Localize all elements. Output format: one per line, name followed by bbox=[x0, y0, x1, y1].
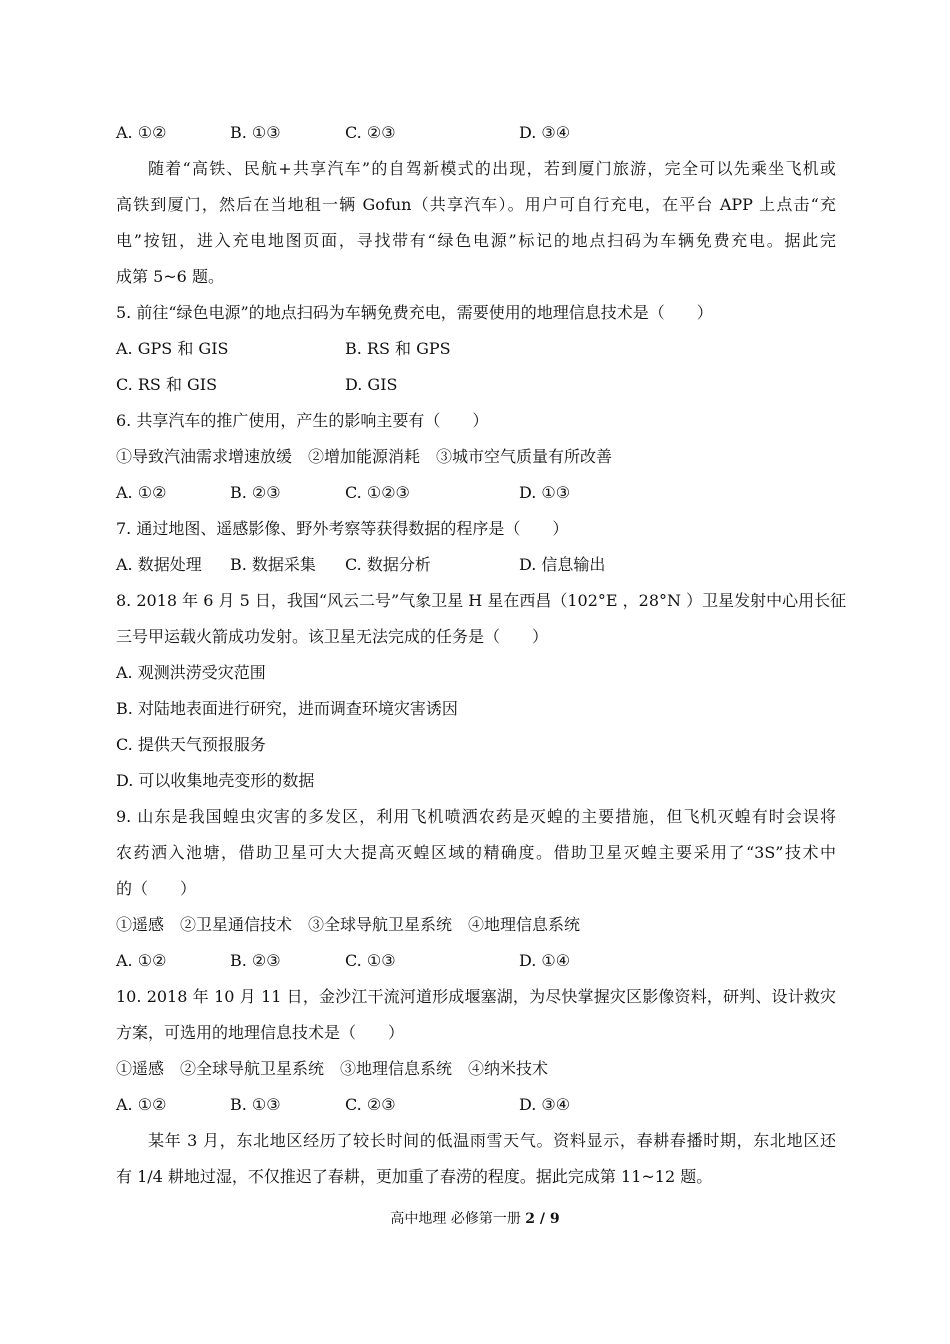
q7-option-b: B. 数据采集 bbox=[230, 555, 316, 574]
q8-stem-line1: 8. 2018 年 6 月 5 日，我国“风云二号”气象卫星 H 星在西昌（102°E ，28°N ）卫星发射中心用长征 bbox=[116, 591, 847, 610]
q10-stem-line2: 方案，可选用的地理信息技术是（ ） bbox=[116, 1023, 405, 1042]
q10-option-d: D. ③④ bbox=[519, 1095, 571, 1114]
q9-option-a: A. ①② bbox=[116, 951, 167, 970]
q4-option-c: C. ②③ bbox=[345, 123, 396, 142]
q10-stem-line1: 10. 2018 年 10 月 11 日，金沙江干流河道形成堰塞湖，为尽快掌握灾区影像资料，研判、设计救灾 bbox=[116, 987, 836, 1006]
q7-option-c: C. 数据分析 bbox=[345, 555, 431, 574]
q6-items: ①导致汽油需求增速放缓 ②增加能源消耗 ③城市空气质量有所改善 bbox=[116, 447, 613, 466]
q6-option-d: D. ①③ bbox=[519, 483, 571, 502]
q10-option-b: B. ①③ bbox=[230, 1095, 281, 1114]
q5-option-d: D. GIS bbox=[345, 375, 398, 394]
q9-stem-line1: 9. 山东是我国蝗虫灾害的多发区，利用飞机喷洒农药是灭蝗的主要措施，但飞机灭蝗有时会误将 bbox=[116, 807, 836, 826]
q5-option-c: C. RS 和 GIS bbox=[116, 375, 218, 394]
page-number: 2 / 9 bbox=[525, 1211, 560, 1227]
q8-option-a: A. 观测洪涝受灾范围 bbox=[116, 663, 266, 682]
q9-option-d: D. ①④ bbox=[519, 951, 571, 970]
q5-stem: 5. 前往“绿色电源”的地点扫码为车辆免费充电，需要使用的地理信息技术是（ ） bbox=[116, 303, 713, 322]
q7-option-d: D. 信息输出 bbox=[519, 555, 606, 574]
q7-stem: 7. 通过地图、遥感影像、野外考察等获得数据的程序是（ ） bbox=[116, 519, 569, 538]
q5-option-b: B. RS 和 GPS bbox=[345, 339, 451, 358]
q6-option-c: C. ①②③ bbox=[345, 483, 410, 502]
passage2-line2: 有 1/4 耕地过湿，不仅推迟了春耕，更加重了春涝的程度。据此完成第 11~12 题。 bbox=[116, 1167, 713, 1186]
q9-items: ①遥感 ②卫星通信技术 ③全球导航卫星系统 ④地理信息系统 bbox=[116, 915, 581, 934]
q9-option-b: B. ②③ bbox=[230, 951, 281, 970]
q10-items: ①遥感 ②全球导航卫星系统 ③地理信息系统 ④纳米技术 bbox=[116, 1059, 549, 1078]
q8-stem-line2: 三号甲运载火箭成功发射。该卫星无法完成的任务是（ ） bbox=[116, 627, 549, 646]
q5-option-a: A. GPS 和 GIS bbox=[116, 339, 229, 358]
page-footer bbox=[0, 1209, 950, 1229]
footer-subject: 高中地理 必修第一册 bbox=[390, 1211, 526, 1227]
q4-option-d: D. ③④ bbox=[519, 123, 571, 142]
q6-option-a: A. ①② bbox=[116, 483, 167, 502]
q7-option-a: A. 数据处理 bbox=[116, 555, 202, 574]
passage1-line4: 成第 5~6 题。 bbox=[116, 267, 224, 286]
q8-option-c: C. 提供天气预报服务 bbox=[116, 735, 266, 754]
q4-option-a: A. ①② bbox=[116, 123, 167, 142]
q4-option-b: B. ①③ bbox=[230, 123, 281, 142]
q10-option-a: A. ①② bbox=[116, 1095, 167, 1114]
q8-option-d: D. 可以收集地壳变形的数据 bbox=[116, 771, 315, 790]
passage2-line1: 某年 3 月，东北地区经历了较长时间的低温雨雪天气。资料显示，春耕春播时期，东北地区还 bbox=[148, 1131, 836, 1150]
q9-option-c: C. ①③ bbox=[345, 951, 396, 970]
passage1-line2: 高铁到厦门，然后在当地租一辆 Gofun（共享汽车）。用户可自行充电，在平台 APP 上点击“充 bbox=[116, 195, 836, 214]
q6-option-b: B. ②③ bbox=[230, 483, 281, 502]
passage1-line3: 电”按钮，进入充电地图页面，寻找带有“绿色电源”标记的地点扫码为车辆免费充电。据此完 bbox=[116, 231, 836, 250]
q8-option-b: B. 对陆地表面进行研究，进而调查环境灾害诱因 bbox=[116, 699, 458, 718]
q6-stem: 6. 共享汽车的推广使用，产生的影响主要有（ ） bbox=[116, 411, 489, 430]
passage1-line1: 随着“高铁、民航+共享汽车”的自驾新模式的出现，若到厦门旅游，完全可以先乘坐飞机或 bbox=[148, 159, 836, 178]
q9-stem-line2: 农药洒入池塘，借助卫星可大大提高灭蝗区域的精确度。借助卫星灭蝗主要采用了“3S”技术中 bbox=[116, 843, 836, 862]
q10-option-c: C. ②③ bbox=[345, 1095, 396, 1114]
q9-stem-line3: 的（ ） bbox=[116, 879, 197, 898]
